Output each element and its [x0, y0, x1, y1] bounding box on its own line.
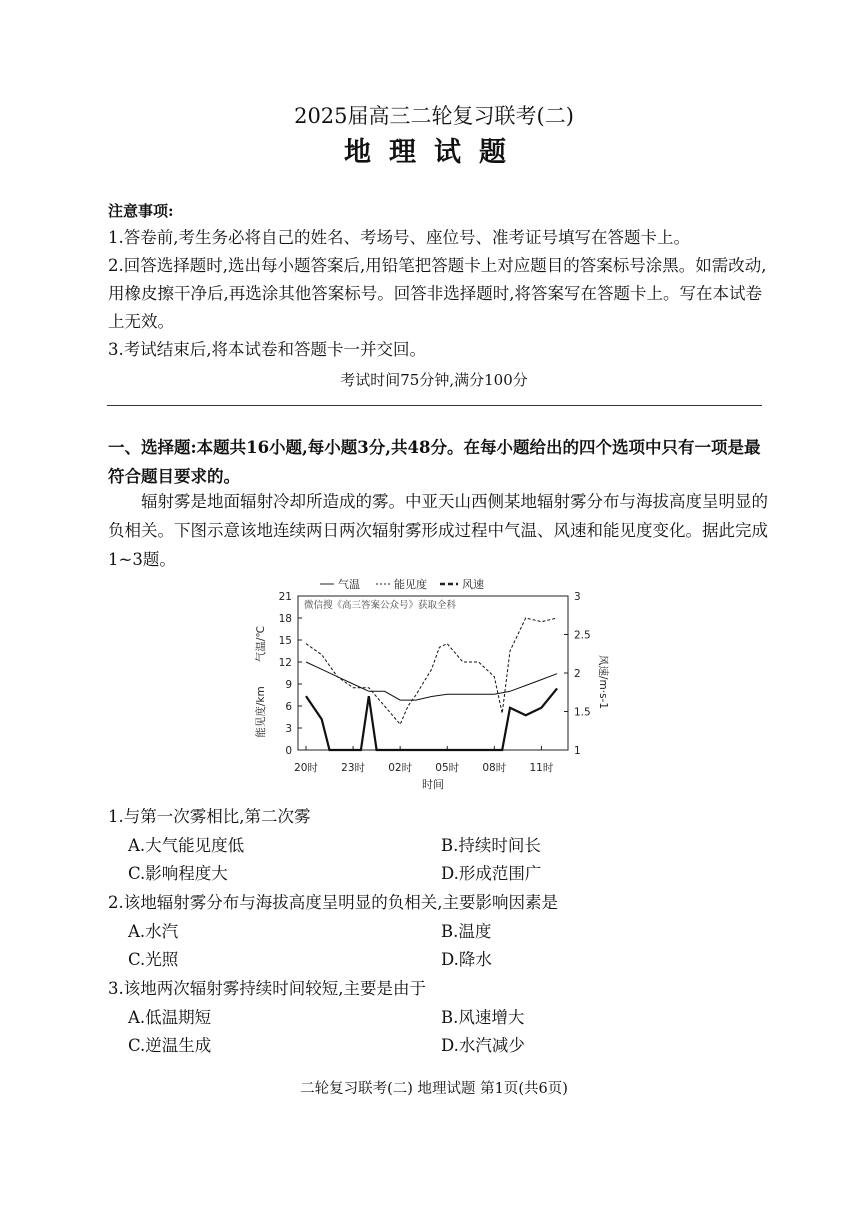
y-left-axis-label: 能见度/km — [255, 686, 267, 738]
y-left-tick-label: 21 — [278, 591, 292, 603]
legend-label: 风速 — [462, 578, 484, 591]
weather-chart — [250, 572, 609, 800]
question-3 — [108, 975, 426, 999]
watermark-text: 微信搜《高三答案公众号》获取全科 — [304, 600, 457, 611]
y-left-tick-label: 3 — [285, 723, 292, 735]
x-tick-label: 20时 — [294, 762, 318, 774]
divider — [107, 405, 762, 406]
x-tick-label: 08时 — [482, 762, 507, 774]
option: B.风速增大 — [441, 1008, 525, 1027]
option: A.大气能见度低 — [128, 836, 245, 855]
legend-label: 气温 — [338, 578, 360, 591]
series-line-气温 — [306, 662, 557, 700]
question-stem: 2.该地辐射雾分布与海拔高度呈明显的负相关,主要影响因素是 — [108, 893, 558, 912]
y-left-tick-label: 12 — [278, 657, 292, 669]
option: C.逆温生成 — [128, 1036, 212, 1055]
option: B.温度 — [441, 922, 492, 941]
option: D.形成范围广 — [441, 864, 542, 883]
plot-frame — [298, 596, 568, 750]
section-heading: 一、选择题:本题共16小题,每小题3分,共48分。在每小题给出的四个选项中只有一项是最符合题目要求的。 — [108, 438, 761, 486]
x-axis-label: 时间 — [422, 778, 444, 791]
option: D.降水 — [441, 950, 492, 969]
y-left-tick-label: 6 — [285, 701, 292, 713]
subject-title: 地理试题 — [344, 137, 524, 168]
option: C.影响程度大 — [128, 864, 228, 883]
y-left-tick-label: 0 — [285, 745, 292, 757]
notice-list — [108, 224, 768, 364]
notice-item: 2.回答选择题时,选出每小题答案后,用铅笔把答题卡上对应题目的答案标号涂黑。如需改动,用橡皮擦干净后,再选涂其他答案标号。回答非选择题时,将答案写在答题卡上。写在本试卷上无效。 — [108, 256, 767, 331]
question-stem: 辐射雾是地面辐射冷却所造成的雾。中亚天山西侧某地辐射雾分布与海拔高度呈明显的负相关。下图示意该地连续两日两次辐射雾形成过程中气温、风速和能见度变化。据此完成1~3题。 — [108, 492, 768, 569]
y-left-axis-label: 气温/℃ — [255, 625, 267, 663]
legend-label: 能见度 — [394, 578, 427, 591]
option: A.水汽 — [128, 922, 179, 941]
option: C.光照 — [128, 950, 179, 969]
y-right-tick-label: 1.5 — [574, 706, 591, 719]
exam-title: 2025届高三二轮复习联考(二) — [294, 104, 574, 128]
notice-item: 3.考试结束后,将本试卷和答题卡一并交回。 — [108, 340, 426, 359]
question-2 — [108, 889, 558, 913]
series-line-风速 — [306, 688, 557, 750]
notice-item: 1.答卷前,考生务必将自己的姓名、考场号、座位号、准考证号填写在答题卡上。 — [108, 228, 690, 247]
x-tick-label: 11时 — [529, 762, 554, 774]
y-right-tick-label: 2.5 — [574, 629, 591, 642]
y-left-tick-label: 15 — [278, 635, 292, 647]
page-footer: 二轮复习联考(二) 地理试题 第1页(共6页) — [300, 1081, 568, 1097]
series-line-能见度 — [306, 618, 557, 724]
option: D.水汽减少 — [441, 1036, 525, 1055]
notice-heading: 注意事项: — [108, 202, 174, 220]
question-1 — [108, 803, 311, 827]
y-right-axis-label: 风速/m·s-1 — [597, 654, 609, 710]
y-right-tick-label: 2 — [574, 668, 581, 680]
x-tick-label: 02时 — [388, 762, 413, 774]
y-left-tick-label: 18 — [278, 613, 292, 625]
y-left-tick-label: 9 — [285, 679, 292, 691]
option: B.持续时间长 — [441, 836, 541, 855]
question-stem: 3.该地两次辐射雾持续时间较短,主要是由于 — [108, 979, 426, 998]
option: A.低温期短 — [128, 1008, 212, 1027]
x-tick-label: 05时 — [435, 762, 460, 774]
question-stem: 1.与第一次雾相比,第二次雾 — [108, 807, 311, 826]
x-tick-label: 23时 — [341, 762, 366, 774]
y-right-tick-label: 3 — [574, 591, 581, 603]
y-right-tick-label: 1 — [574, 745, 581, 757]
exam-time-info: 考试时间75分钟,满分100分 — [340, 371, 528, 389]
